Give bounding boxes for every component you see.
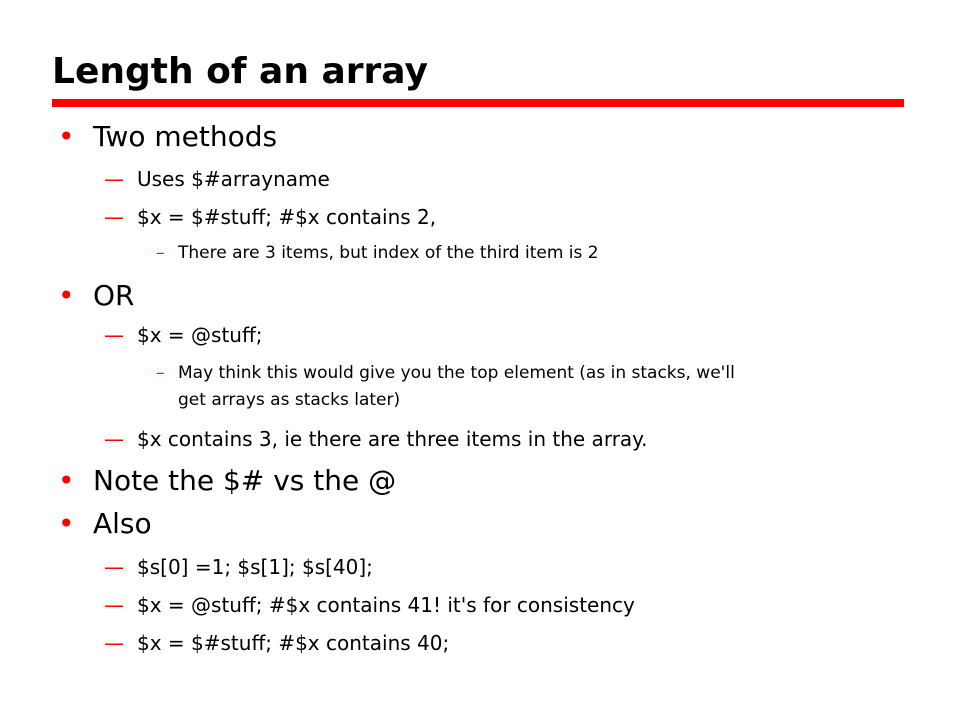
dash-marker: — xyxy=(104,167,124,191)
bullet-item: OR xyxy=(93,279,135,312)
sub-dash-marker: – xyxy=(156,243,165,263)
dash-marker: — xyxy=(104,323,124,347)
bullet-marker: • xyxy=(58,507,75,540)
sub-bullet-item: $x = $#stuff; #$x contains 40; xyxy=(137,631,450,655)
slide-title: Length of an array xyxy=(52,51,428,92)
dash-marker: — xyxy=(104,205,124,229)
sub-sub-bullet-item-continuation: get arrays as stacks later) xyxy=(178,390,401,410)
sub-sub-bullet-item: There are 3 items, but index of the third item is 2 xyxy=(178,243,599,263)
bullet-item: Two methods xyxy=(93,120,278,153)
sub-bullet-item: $x = @stuff; xyxy=(137,323,263,347)
bullet-marker: • xyxy=(58,279,75,312)
dash-marker: — xyxy=(104,555,124,579)
sub-bullet-item: Uses $#arrayname xyxy=(137,167,330,191)
bullet-marker: • xyxy=(58,464,75,497)
bullet-item: Also xyxy=(93,507,152,540)
sub-bullet-item: $x = $#stuff; #$x contains 2, xyxy=(137,205,437,229)
sub-bullet-item: $s[0] =1; $s[1]; $s[40]; xyxy=(137,555,373,579)
dash-marker: — xyxy=(104,631,124,655)
dash-marker: — xyxy=(104,593,124,617)
dash-marker: — xyxy=(104,427,124,451)
sub-sub-bullet-item: May think this would give you the top element (as in stacks, we'll xyxy=(178,363,735,383)
sub-bullet-item: $x contains 3, ie there are three items in the array. xyxy=(137,427,648,451)
bullet-marker: • xyxy=(58,120,75,153)
sub-bullet-item: $x = @stuff; #$x contains 41! it's for consistency xyxy=(137,593,635,617)
sub-dash-marker: – xyxy=(156,363,165,383)
bullet-item: Note the $# vs the @ xyxy=(93,464,397,497)
